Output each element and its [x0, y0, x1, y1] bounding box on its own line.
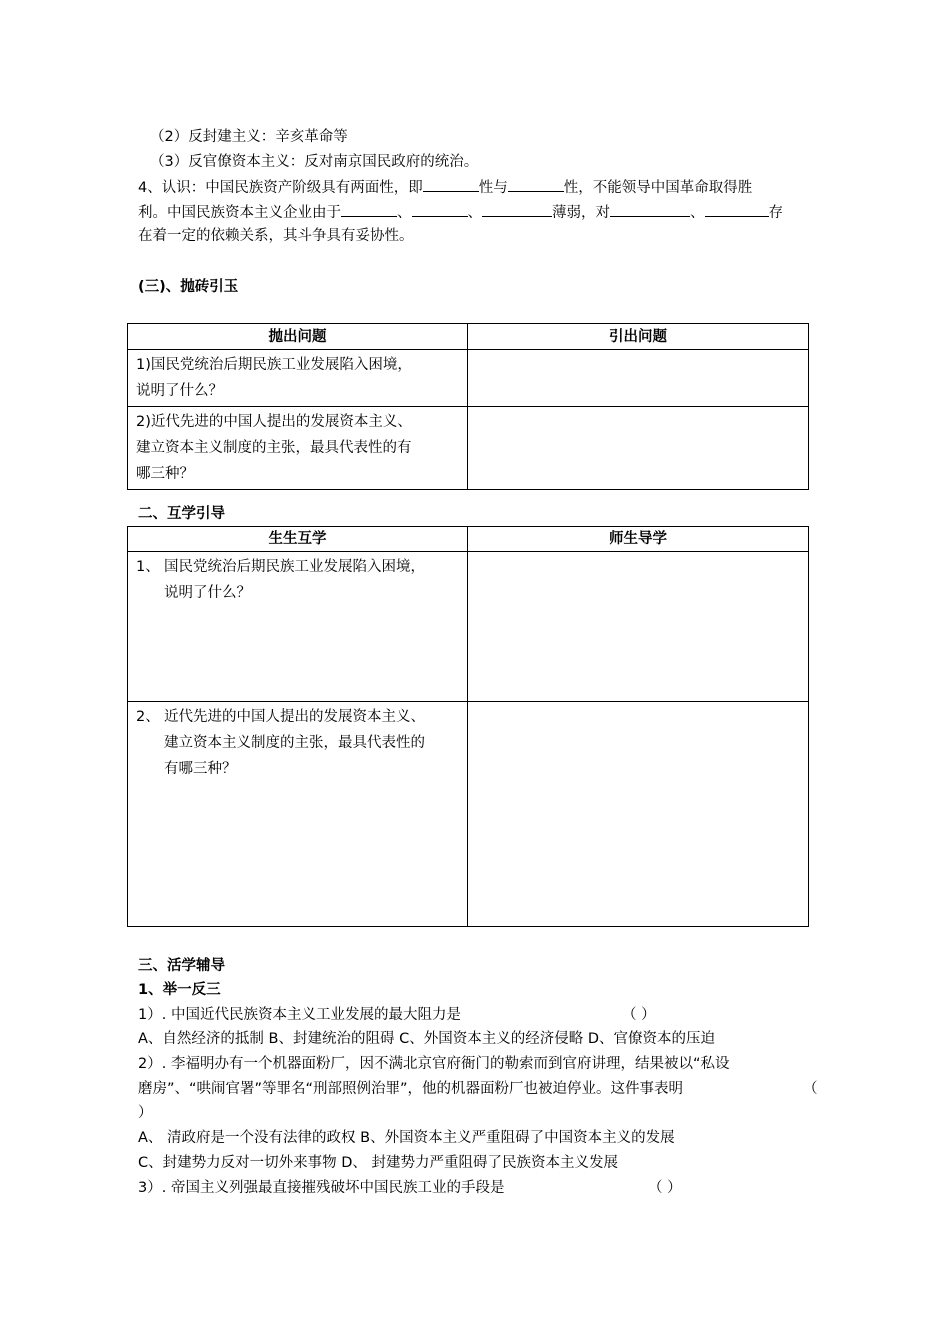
mc-options-2-ab: A、 清政府是一个没有法律的政权 B、外国资本主义严重阻碍了中国资本主义的发展 — [138, 1130, 675, 1146]
paragraph-4-line-3: 在着一定的依赖关系，其斗争具有妥协性。 — [138, 228, 414, 244]
answer-cell[interactable] — [468, 702, 809, 927]
section-title-b: 二、互学引导 — [138, 506, 225, 522]
question-text: 哪三种？ — [136, 466, 194, 482]
blank-field[interactable] — [610, 201, 690, 217]
question-number: 2、 — [136, 709, 160, 725]
answer-paren[interactable]: （ ） — [648, 1180, 682, 1196]
paragraph-4-text: 薄弱，对 — [552, 205, 610, 221]
text-line-anti-bureaucratic: （3）反官僚资本主义：反对南京国民政府的统治。 — [150, 154, 479, 170]
paragraph-4-text: 性，不能领导中国革命取得胜 — [563, 180, 753, 196]
question-cell — [128, 702, 468, 927]
separator: 、 — [397, 205, 412, 221]
section-title-c: 三、活学辅导 — [138, 958, 225, 974]
blank-field[interactable] — [705, 201, 769, 217]
answer-cell[interactable] — [468, 407, 809, 490]
paragraph-4-text: 存 — [768, 205, 783, 221]
question-number: 1、 — [136, 559, 160, 575]
answer-paren[interactable]: （ ） — [622, 1007, 656, 1023]
question-cell — [128, 407, 468, 490]
answer-cell[interactable] — [468, 350, 809, 407]
section-title-a: (三)、抛砖引玉 — [138, 279, 239, 295]
question-cell — [128, 350, 468, 407]
paragraph-4-line-1 — [138, 176, 752, 198]
question-text: 有哪三种？ — [164, 761, 237, 777]
subsection-title: 1、举一反三 — [138, 982, 221, 998]
question-text: 说明了什么？ — [136, 383, 223, 399]
separator: 、 — [467, 205, 482, 221]
mc-options-2-cd: C、封建势力反对一切外来事物 D、 封建势力严重阻碍了民族资本主义发展 — [138, 1155, 619, 1171]
question-text: 建立资本主义制度的主张，最具代表性的有 — [136, 440, 412, 456]
question-text: 建立资本主义制度的主张，最具代表性的 — [164, 735, 425, 751]
mc-question-2-line-2: 磨房”、“哄闹官署”等罪名“刑部照例治罪”，他的机器面粉厂也被迫停业。这件事表明 — [138, 1081, 684, 1097]
column-header: 师生导学 — [468, 527, 809, 552]
question-text: 1)国民党统治后期民族工业发展陷入困境， — [136, 357, 412, 373]
blank-field[interactable] — [423, 176, 479, 192]
blank-field[interactable] — [482, 201, 552, 217]
question-text: 2)近代先进的中国人提出的发展资本主义、 — [136, 414, 412, 430]
question-text: 说明了什么？ — [164, 585, 251, 601]
answer-cell[interactable] — [468, 552, 809, 702]
blank-field[interactable] — [341, 201, 397, 217]
paragraph-4-text: 性与 — [478, 180, 508, 196]
question-table-b — [127, 526, 809, 927]
question-table-a — [127, 323, 809, 490]
blank-field[interactable] — [508, 176, 564, 192]
column-header: 抛出问题 — [128, 324, 468, 350]
question-text: 2、 近代先进的中国人提出的发展资本主义、 — [136, 704, 459, 730]
text-line-anti-feudal: （2）反封建主义：辛亥革命等 — [150, 129, 348, 145]
question-cell — [128, 552, 468, 702]
question-text: 1、 国民党统治后期民族工业发展陷入困境， — [136, 554, 459, 580]
answer-paren-open[interactable]: （ — [803, 1081, 818, 1097]
paragraph-4-line-2 — [138, 201, 783, 223]
paragraph-4-text: 4、认识：中国民族资产阶级具有两面性，即 — [138, 180, 423, 196]
mc-question-3: 3）. 帝国主义列强最直接摧残破坏中国民族工业的手段是 — [138, 1180, 505, 1196]
blank-field[interactable] — [412, 201, 468, 217]
separator: 、 — [690, 205, 705, 221]
question-stem: 1）. 中国近代民族资本主义工业发展的最大阻力是 — [138, 1007, 461, 1023]
paragraph-4-text: 利。中国民族资本主义企业由于 — [138, 205, 341, 221]
column-header: 引出问题 — [468, 324, 809, 350]
mc-question-2-line-1: 2）. 李福明办有一个机器面粉厂，因不满北京官府衙门的勒索而到官府讲理，结果被以“私设 — [138, 1056, 730, 1072]
column-header: 生生互学 — [128, 527, 468, 552]
mc-options-1: A、自然经济的抵制 B、封建统治的阻碍 C、外国资本主义的经济侵略 D、官僚资本的压迫 — [138, 1031, 715, 1047]
mc-question-1 — [138, 1005, 461, 1025]
answer-paren-close[interactable]: ） — [138, 1105, 153, 1121]
